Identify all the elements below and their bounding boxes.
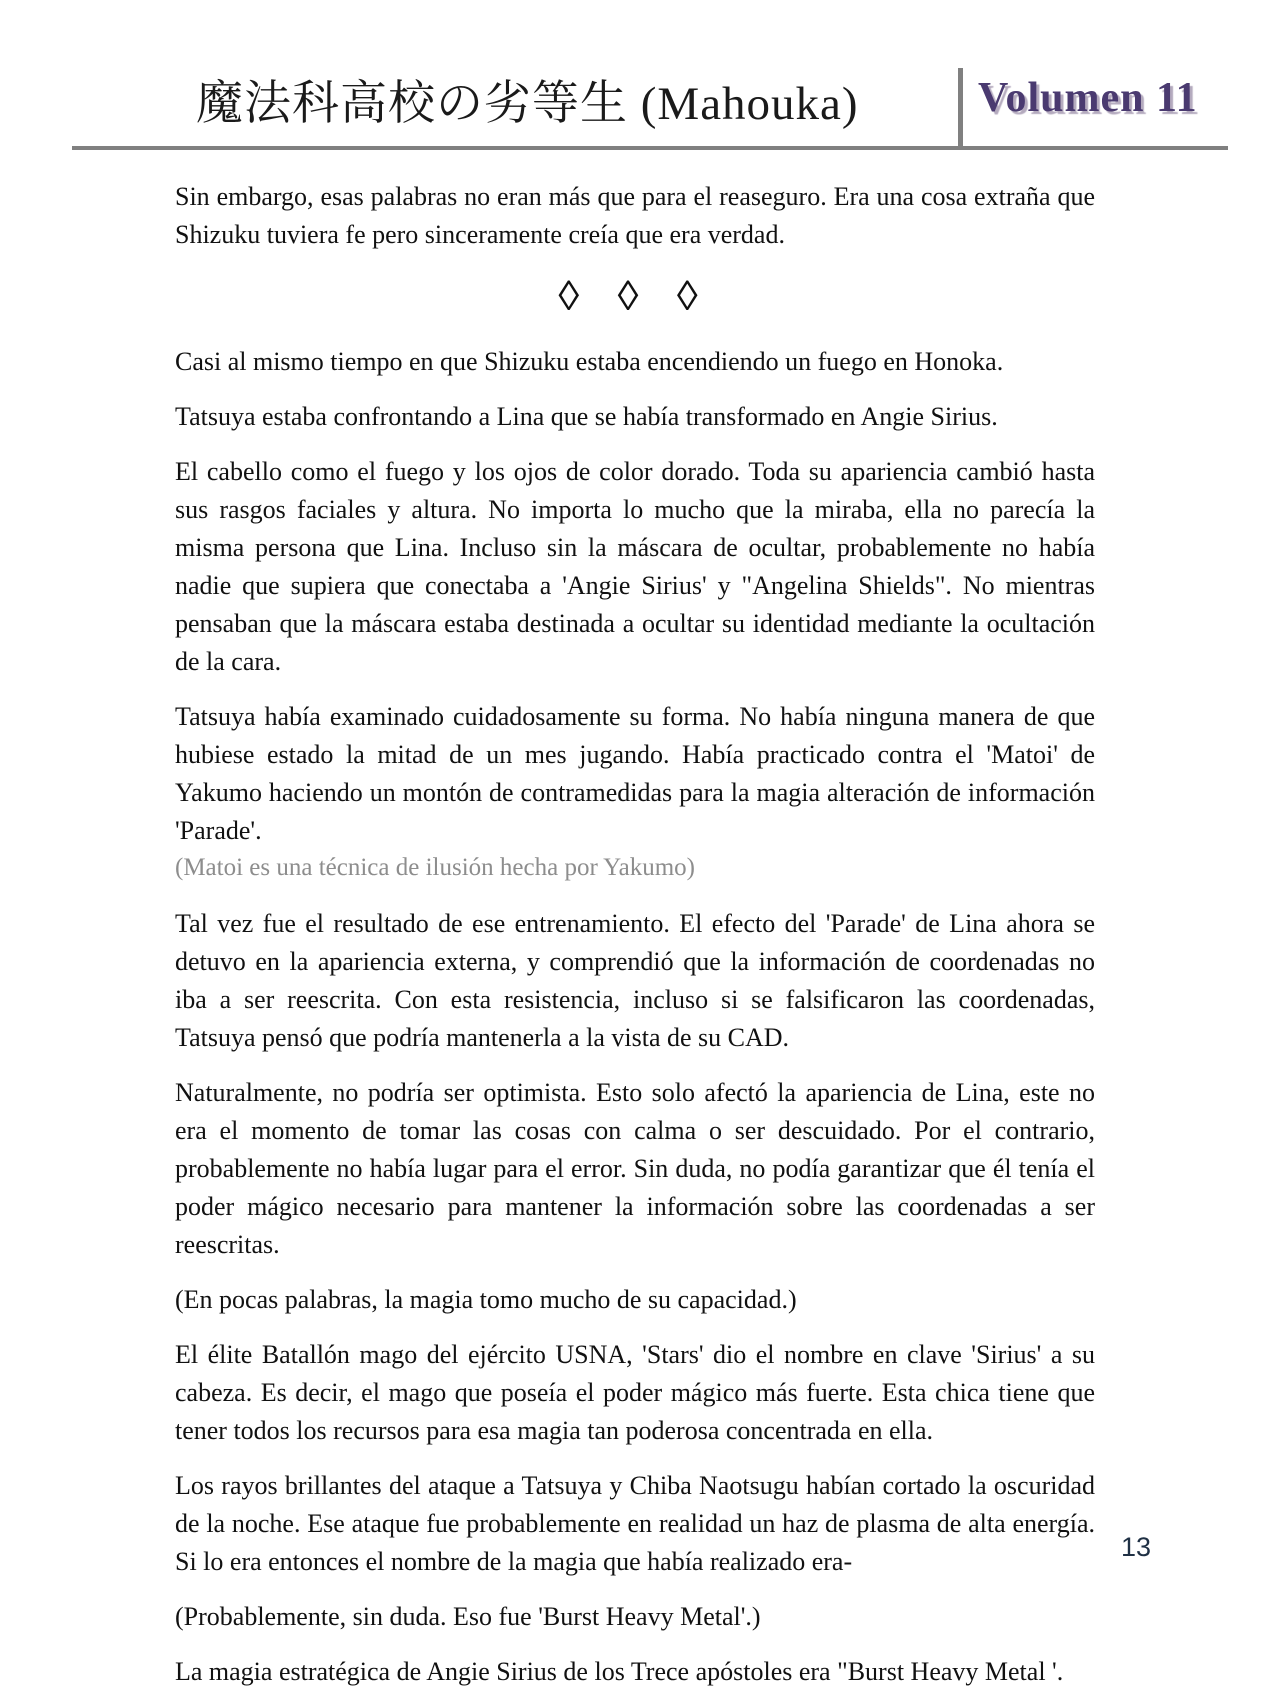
page-number: 13: [1120, 1532, 1151, 1562]
document-body: [175, 178, 1095, 1708]
translator-note: (Matoi es una técnica de ilusión hecha por Yakumo): [175, 854, 696, 881]
paragraph: Tatsuya estaba confrontando a Lina que se había transformado en Angie Sirius.: [175, 402, 998, 431]
paragraph: Los rayos brillantes del ataque a Tatsuya y Chiba Naotsugu habían cortado la oscuridad de la noche. Ese ataque fue probablemente en realidad un haz de plasma de alta energía. Si lo era entonces el nombre de la magia que había realizado era-: [175, 1471, 1095, 1576]
volume-label: Volumen 11: [978, 75, 1198, 121]
scene-separator: ◊ ◊ ◊: [558, 274, 712, 320]
page-header: [0, 0, 1275, 152]
header-horizontal-rule: [72, 146, 1228, 150]
paragraph: El élite Batallón mago del ejército USNA, 'Stars' dio el nombre en clave 'Sirius' a su cabeza. Es decir, el mago que poseía el poder mágico más fuerte. Esta chica tiene que tener todos los recursos para esa magia tan poderosa concentrada en ella.: [175, 1340, 1095, 1445]
paragraph: El cabello como el fuego y los ojos de color dorado. Toda su apariencia cambió hasta sus rasgos faciales y altura. No importa lo mucho que la miraba, ella no parecía la misma persona que Lina. Incluso sin la máscara de ocultar, probablemente no había nadie que supiera que conectaba a 'Angie Sirius' y "Angelina Shields". No mientras pensaban que la máscara estaba destinada a ocultar su identidad mediante la ocultación de la cara.: [175, 457, 1095, 676]
paragraph: La magia estratégica de Angie Sirius de los Trece apóstoles era "Burst Heavy Metal '.: [175, 1657, 1064, 1686]
paragraph: (En pocas palabras, la magia tomo mucho de su capacidad.): [175, 1285, 797, 1314]
document-title: 魔法科高校の劣等生 (Mahouka): [196, 78, 859, 130]
paragraph: (Probablemente, sin duda. Eso fue 'Burst Heavy Metal'.): [175, 1602, 761, 1631]
paragraph: Casi al mismo tiempo en que Shizuku estaba encendiendo un fuego en Honoka.: [175, 347, 1004, 376]
paragraph: Tal vez fue el resultado de ese entrenamiento. El efecto del 'Parade' de Lina ahora se detuvo en la apariencia externa, y comprendió que la información de coordenadas no iba a ser reescrita. Con esta resistencia, incluso si se falsificaron las coordenadas, Tatsuya pensó que podría mantenerla a la vista de su CAD.: [175, 909, 1095, 1052]
paragraph: Tatsuya había examinado cuidadosamente su forma. No había ninguna manera de que hubiese estado la mitad de un mes jugando. Había practicado contra el 'Matoi' de Yakumo haciendo un montón de contramedidas para la magia alteración de información 'Parade'.: [175, 702, 1095, 845]
paragraph: Sin embargo, esas palabras no eran más que para el reaseguro. Era una cosa extraña que Shizuku tuviera fe pero sinceramente creía que era verdad.: [175, 182, 1095, 249]
header-vertical-divider: [958, 68, 963, 150]
paragraph: Naturalmente, no podría ser optimista. Esto solo afectó la apariencia de Lina, este no era el momento de tomar las cosas con calma o ser descuidado. Por el contrario, probablemente no había lugar para el error. Sin duda, no podía garantizar que él tenía el poder mágico necesario para mantener la información sobre las coordenadas a ser reescritas.: [175, 1078, 1095, 1259]
